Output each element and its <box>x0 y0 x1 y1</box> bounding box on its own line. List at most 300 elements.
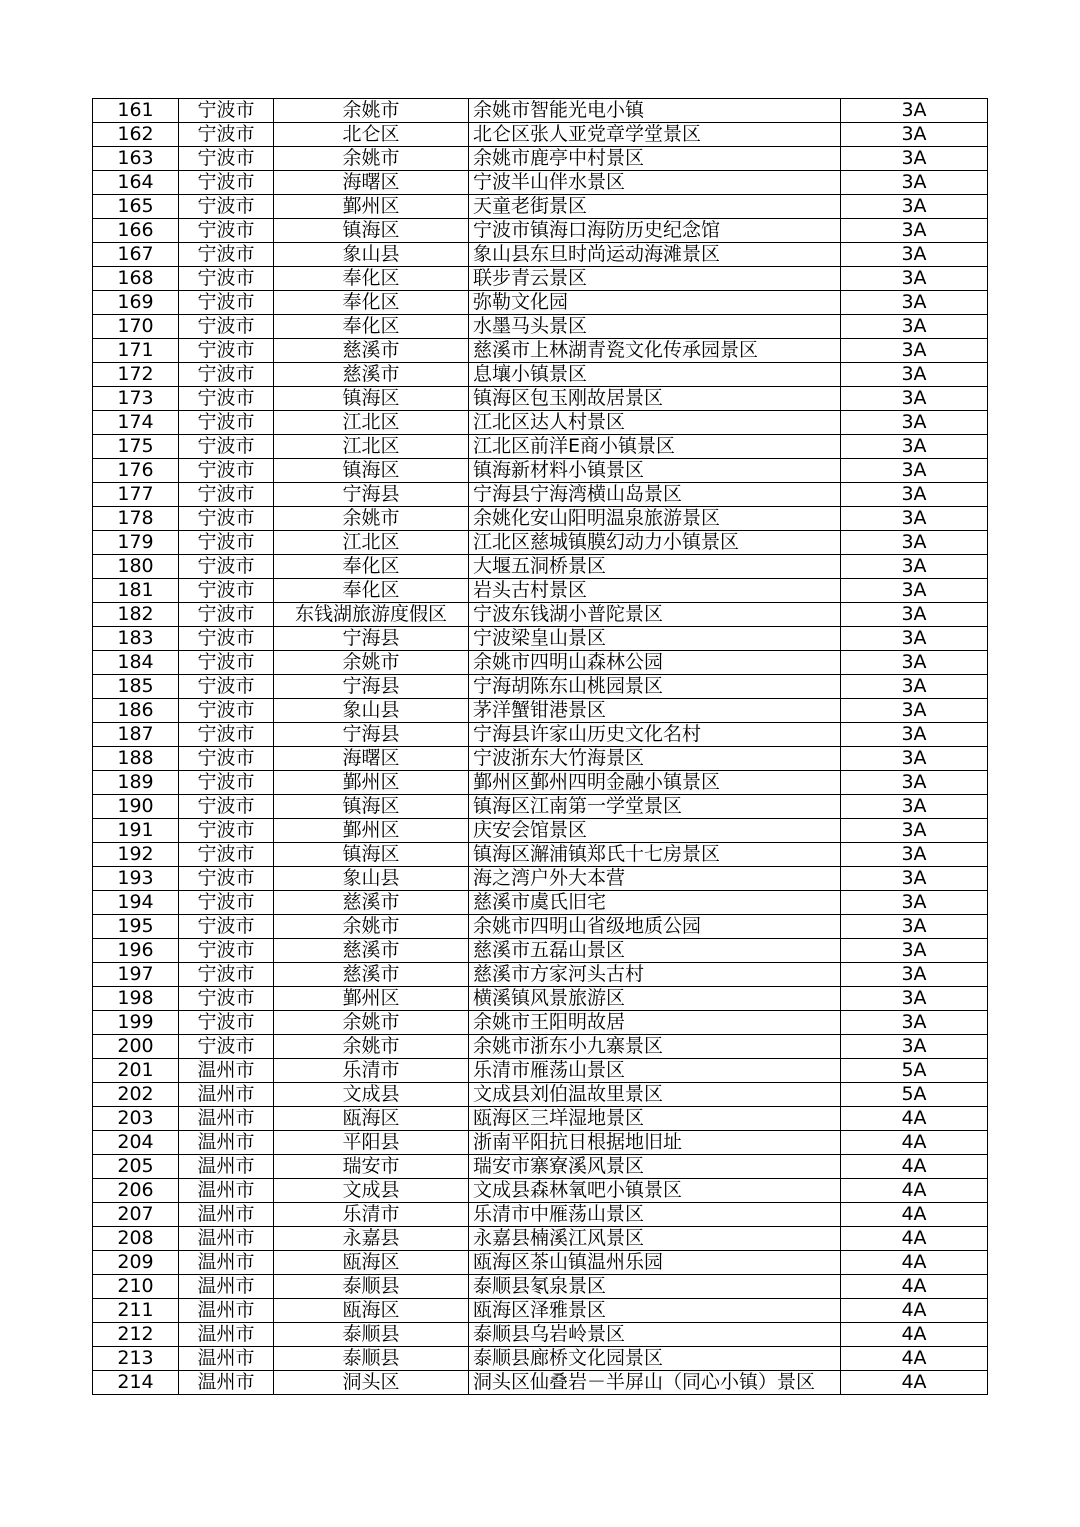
table-row <box>93 771 988 795</box>
table-row <box>93 1227 988 1251</box>
cell-county: 余姚市 <box>274 99 469 123</box>
cell-city: 宁波市 <box>179 363 274 387</box>
cell-number: 172 <box>93 363 179 387</box>
table-row <box>93 459 988 483</box>
cell-county: 镇海区 <box>274 387 469 411</box>
table-row <box>93 531 988 555</box>
cell-county: 泰顺县 <box>274 1323 469 1347</box>
cell-number: 170 <box>93 315 179 339</box>
cell-level: 3A <box>841 195 988 219</box>
cell-city: 宁波市 <box>179 195 274 219</box>
cell-number: 179 <box>93 531 179 555</box>
cell-scenic-name: 泰顺县氡泉景区 <box>469 1275 841 1299</box>
cell-scenic-name: 宁海县宁海湾横山岛景区 <box>469 483 841 507</box>
table-row <box>93 1203 988 1227</box>
table-row <box>93 723 988 747</box>
cell-county: 瑞安市 <box>274 1155 469 1179</box>
cell-city: 温州市 <box>179 1131 274 1155</box>
cell-county: 乐清市 <box>274 1059 469 1083</box>
cell-county: 奉化区 <box>274 579 469 603</box>
cell-city: 宁波市 <box>179 555 274 579</box>
cell-county: 象山县 <box>274 867 469 891</box>
cell-city: 宁波市 <box>179 699 274 723</box>
cell-scenic-name: 瓯海区泽雅景区 <box>469 1299 841 1323</box>
table-row <box>93 1011 988 1035</box>
cell-number: 162 <box>93 123 179 147</box>
scenic-spot-list-sheet <box>92 98 987 1395</box>
cell-city: 宁波市 <box>179 843 274 867</box>
cell-city: 宁波市 <box>179 483 274 507</box>
cell-city: 宁波市 <box>179 891 274 915</box>
cell-county: 慈溪市 <box>274 939 469 963</box>
table-row <box>93 891 988 915</box>
table-row <box>93 843 988 867</box>
cell-county: 海曙区 <box>274 171 469 195</box>
cell-city: 宁波市 <box>179 171 274 195</box>
cell-county: 瓯海区 <box>274 1107 469 1131</box>
cell-level: 4A <box>841 1323 988 1347</box>
table-row <box>93 243 988 267</box>
table-row <box>93 483 988 507</box>
cell-county: 镇海区 <box>274 459 469 483</box>
cell-number: 168 <box>93 267 179 291</box>
cell-scenic-name: 海之湾户外大本营 <box>469 867 841 891</box>
cell-county: 洞头区 <box>274 1371 469 1395</box>
cell-city: 温州市 <box>179 1227 274 1251</box>
cell-county: 宁海县 <box>274 675 469 699</box>
cell-number: 177 <box>93 483 179 507</box>
cell-county: 慈溪市 <box>274 339 469 363</box>
cell-level: 3A <box>841 315 988 339</box>
cell-county: 北仑区 <box>274 123 469 147</box>
cell-number: 210 <box>93 1275 179 1299</box>
cell-city: 宁波市 <box>179 987 274 1011</box>
cell-number: 192 <box>93 843 179 867</box>
cell-number: 189 <box>93 771 179 795</box>
cell-number: 183 <box>93 627 179 651</box>
cell-city: 宁波市 <box>179 147 274 171</box>
cell-county: 乐清市 <box>274 1203 469 1227</box>
cell-level: 3A <box>841 531 988 555</box>
cell-number: 167 <box>93 243 179 267</box>
cell-scenic-name: 余姚市四明山森林公园 <box>469 651 841 675</box>
cell-scenic-name: 宁海胡陈东山桃园景区 <box>469 675 841 699</box>
cell-level: 3A <box>841 819 988 843</box>
cell-county: 宁海县 <box>274 723 469 747</box>
cell-level: 4A <box>841 1299 988 1323</box>
cell-level: 3A <box>841 123 988 147</box>
cell-scenic-name: 余姚市浙东小九寨景区 <box>469 1035 841 1059</box>
table-row <box>93 867 988 891</box>
cell-city: 宁波市 <box>179 459 274 483</box>
cell-scenic-name: 余姚市智能光电小镇 <box>469 99 841 123</box>
cell-city: 温州市 <box>179 1059 274 1083</box>
cell-city: 宁波市 <box>179 939 274 963</box>
table-row <box>93 339 988 363</box>
table-row <box>93 675 988 699</box>
cell-county: 镇海区 <box>274 843 469 867</box>
cell-scenic-name: 镇海区澥浦镇郑氏十七房景区 <box>469 843 841 867</box>
cell-scenic-name: 茅洋蟹钳港景区 <box>469 699 841 723</box>
table-row <box>93 219 988 243</box>
cell-county: 东钱湖旅游度假区 <box>274 603 469 627</box>
cell-scenic-name: 水墨马头景区 <box>469 315 841 339</box>
table-row <box>93 1179 988 1203</box>
cell-county: 鄞州区 <box>274 771 469 795</box>
cell-number: 211 <box>93 1299 179 1323</box>
cell-level: 5A <box>841 1083 988 1107</box>
cell-city: 宁波市 <box>179 747 274 771</box>
table-row <box>93 147 988 171</box>
cell-county: 平阳县 <box>274 1131 469 1155</box>
cell-number: 166 <box>93 219 179 243</box>
cell-county: 象山县 <box>274 243 469 267</box>
cell-number: 161 <box>93 99 179 123</box>
table-row <box>93 123 988 147</box>
cell-number: 163 <box>93 147 179 171</box>
cell-number: 165 <box>93 195 179 219</box>
table-row <box>93 1371 988 1395</box>
cell-scenic-name: 慈溪市虞氏旧宅 <box>469 891 841 915</box>
cell-level: 3A <box>841 363 988 387</box>
cell-level: 3A <box>841 627 988 651</box>
table-row <box>93 507 988 531</box>
cell-city: 宁波市 <box>179 291 274 315</box>
cell-number: 171 <box>93 339 179 363</box>
cell-level: 4A <box>841 1179 988 1203</box>
table-row <box>93 987 988 1011</box>
table-row <box>93 291 988 315</box>
cell-scenic-name: 大堰五洞桥景区 <box>469 555 841 579</box>
table-row <box>93 819 988 843</box>
table-row <box>93 1251 988 1275</box>
cell-city: 宁波市 <box>179 915 274 939</box>
cell-number: 182 <box>93 603 179 627</box>
cell-county: 奉化区 <box>274 315 469 339</box>
cell-city: 宁波市 <box>179 387 274 411</box>
cell-level: 3A <box>841 459 988 483</box>
cell-number: 193 <box>93 867 179 891</box>
cell-county: 鄞州区 <box>274 195 469 219</box>
cell-number: 201 <box>93 1059 179 1083</box>
cell-scenic-name: 江北区慈城镇膜幻动力小镇景区 <box>469 531 841 555</box>
cell-level: 3A <box>841 771 988 795</box>
cell-city: 宁波市 <box>179 1011 274 1035</box>
cell-city: 温州市 <box>179 1275 274 1299</box>
cell-city: 温州市 <box>179 1371 274 1395</box>
cell-level: 3A <box>841 339 988 363</box>
cell-scenic-name: 浙南平阳抗日根据地旧址 <box>469 1131 841 1155</box>
cell-county: 泰顺县 <box>274 1347 469 1371</box>
table-row <box>93 651 988 675</box>
cell-scenic-name: 余姚市王阳明故居 <box>469 1011 841 1035</box>
cell-level: 3A <box>841 987 988 1011</box>
cell-city: 宁波市 <box>179 507 274 531</box>
cell-scenic-name: 瓯海区三垟湿地景区 <box>469 1107 841 1131</box>
cell-county: 鄞州区 <box>274 819 469 843</box>
cell-city: 温州市 <box>179 1155 274 1179</box>
cell-city: 宁波市 <box>179 267 274 291</box>
cell-number: 213 <box>93 1347 179 1371</box>
cell-scenic-name: 庆安会馆景区 <box>469 819 841 843</box>
cell-city: 宁波市 <box>179 411 274 435</box>
table-row <box>93 1059 988 1083</box>
cell-city: 宁波市 <box>179 771 274 795</box>
cell-level: 3A <box>841 603 988 627</box>
cell-number: 206 <box>93 1179 179 1203</box>
cell-county: 泰顺县 <box>274 1275 469 1299</box>
cell-county: 余姚市 <box>274 1011 469 1035</box>
cell-scenic-name: 文成县森林氧吧小镇景区 <box>469 1179 841 1203</box>
cell-city: 宁波市 <box>179 531 274 555</box>
cell-level: 3A <box>841 867 988 891</box>
cell-county: 宁海县 <box>274 483 469 507</box>
cell-level: 3A <box>841 483 988 507</box>
cell-county: 余姚市 <box>274 507 469 531</box>
cell-city: 宁波市 <box>179 219 274 243</box>
table-row <box>93 555 988 579</box>
cell-level: 3A <box>841 939 988 963</box>
cell-county: 文成县 <box>274 1179 469 1203</box>
table-row <box>93 171 988 195</box>
cell-city: 宁波市 <box>179 867 274 891</box>
cell-scenic-name: 岩头古村景区 <box>469 579 841 603</box>
table-row <box>93 99 988 123</box>
cell-county: 奉化区 <box>274 291 469 315</box>
cell-scenic-name: 鄞州区鄞州四明金融小镇景区 <box>469 771 841 795</box>
cell-number: 199 <box>93 1011 179 1035</box>
cell-level: 3A <box>841 699 988 723</box>
cell-number: 190 <box>93 795 179 819</box>
cell-county: 海曙区 <box>274 747 469 771</box>
table-row <box>93 1323 988 1347</box>
cell-level: 3A <box>841 723 988 747</box>
table-body <box>93 99 988 1395</box>
cell-number: 208 <box>93 1227 179 1251</box>
cell-county: 奉化区 <box>274 267 469 291</box>
cell-number: 180 <box>93 555 179 579</box>
cell-scenic-name: 瓯海区茶山镇温州乐园 <box>469 1251 841 1275</box>
cell-scenic-name: 乐清市中雁荡山景区 <box>469 1203 841 1227</box>
cell-level: 3A <box>841 267 988 291</box>
table-row <box>93 267 988 291</box>
cell-level: 4A <box>841 1275 988 1299</box>
cell-scenic-name: 北仑区张人亚党章学堂景区 <box>469 123 841 147</box>
table-row <box>93 1131 988 1155</box>
table-row <box>93 747 988 771</box>
cell-scenic-name: 宁波东钱湖小普陀景区 <box>469 603 841 627</box>
cell-level: 3A <box>841 963 988 987</box>
cell-scenic-name: 宁海县许家山历史文化名村 <box>469 723 841 747</box>
cell-county: 江北区 <box>274 411 469 435</box>
cell-level: 3A <box>841 555 988 579</box>
cell-level: 4A <box>841 1155 988 1179</box>
cell-level: 4A <box>841 1227 988 1251</box>
cell-level: 3A <box>841 171 988 195</box>
cell-number: 173 <box>93 387 179 411</box>
cell-scenic-name: 慈溪市方家河头古村 <box>469 963 841 987</box>
cell-scenic-name: 永嘉县楠溪江风景区 <box>469 1227 841 1251</box>
cell-city: 温州市 <box>179 1083 274 1107</box>
cell-scenic-name: 天童老街景区 <box>469 195 841 219</box>
cell-scenic-name: 文成县刘伯温故里景区 <box>469 1083 841 1107</box>
cell-scenic-name: 瑞安市寨寮溪风景区 <box>469 1155 841 1179</box>
cell-city: 温州市 <box>179 1323 274 1347</box>
table-row <box>93 1035 988 1059</box>
table-row <box>93 1299 988 1323</box>
cell-level: 3A <box>841 747 988 771</box>
cell-scenic-name: 息壤小镇景区 <box>469 363 841 387</box>
cell-county: 慈溪市 <box>274 891 469 915</box>
cell-number: 191 <box>93 819 179 843</box>
cell-county: 镇海区 <box>274 219 469 243</box>
cell-county: 瓯海区 <box>274 1299 469 1323</box>
cell-scenic-name: 宁波市镇海口海防历史纪念馆 <box>469 219 841 243</box>
table-row <box>93 363 988 387</box>
cell-number: 164 <box>93 171 179 195</box>
table-row <box>93 315 988 339</box>
cell-city: 宁波市 <box>179 435 274 459</box>
cell-city: 温州市 <box>179 1107 274 1131</box>
cell-county: 慈溪市 <box>274 363 469 387</box>
cell-number: 169 <box>93 291 179 315</box>
cell-level: 3A <box>841 435 988 459</box>
cell-scenic-name: 联步青云景区 <box>469 267 841 291</box>
cell-number: 212 <box>93 1323 179 1347</box>
cell-scenic-name: 镇海区江南第一学堂景区 <box>469 795 841 819</box>
cell-scenic-name: 慈溪市五磊山景区 <box>469 939 841 963</box>
cell-level: 3A <box>841 99 988 123</box>
cell-county: 江北区 <box>274 531 469 555</box>
cell-city: 宁波市 <box>179 123 274 147</box>
table-row <box>93 915 988 939</box>
cell-county: 奉化区 <box>274 555 469 579</box>
cell-number: 198 <box>93 987 179 1011</box>
cell-level: 3A <box>841 579 988 603</box>
cell-level: 3A <box>841 843 988 867</box>
cell-city: 宁波市 <box>179 795 274 819</box>
table-row <box>93 1107 988 1131</box>
cell-scenic-name: 象山县东旦时尚运动海滩景区 <box>469 243 841 267</box>
table-row <box>93 195 988 219</box>
table-row <box>93 387 988 411</box>
cell-city: 宁波市 <box>179 315 274 339</box>
cell-county: 象山县 <box>274 699 469 723</box>
cell-number: 202 <box>93 1083 179 1107</box>
cell-scenic-name: 宁波浙东大竹海景区 <box>469 747 841 771</box>
cell-city: 宁波市 <box>179 1035 274 1059</box>
cell-number: 194 <box>93 891 179 915</box>
cell-city: 宁波市 <box>179 651 274 675</box>
cell-city: 宁波市 <box>179 675 274 699</box>
table-row <box>93 411 988 435</box>
table-row <box>93 1155 988 1179</box>
cell-county: 余姚市 <box>274 915 469 939</box>
cell-number: 176 <box>93 459 179 483</box>
cell-city: 宁波市 <box>179 99 274 123</box>
cell-city: 宁波市 <box>179 627 274 651</box>
table-row <box>93 939 988 963</box>
cell-level: 4A <box>841 1203 988 1227</box>
cell-level: 3A <box>841 219 988 243</box>
cell-city: 温州市 <box>179 1203 274 1227</box>
cell-level: 4A <box>841 1107 988 1131</box>
cell-city: 温州市 <box>179 1299 274 1323</box>
cell-level: 3A <box>841 291 988 315</box>
table-row <box>93 795 988 819</box>
cell-number: 185 <box>93 675 179 699</box>
cell-scenic-name: 横溪镇风景旅游区 <box>469 987 841 1011</box>
cell-level: 4A <box>841 1251 988 1275</box>
cell-level: 3A <box>841 675 988 699</box>
table-row <box>93 435 988 459</box>
cell-scenic-name: 镇海区包玉刚故居景区 <box>469 387 841 411</box>
cell-number: 186 <box>93 699 179 723</box>
cell-number: 196 <box>93 939 179 963</box>
cell-level: 3A <box>841 387 988 411</box>
cell-city: 宁波市 <box>179 603 274 627</box>
cell-number: 200 <box>93 1035 179 1059</box>
cell-scenic-name: 泰顺县廊桥文化园景区 <box>469 1347 841 1371</box>
cell-number: 195 <box>93 915 179 939</box>
table-row <box>93 603 988 627</box>
table-row <box>93 963 988 987</box>
cell-county: 余姚市 <box>274 651 469 675</box>
scenic-spot-table <box>92 98 988 1395</box>
cell-number: 188 <box>93 747 179 771</box>
table-row <box>93 1347 988 1371</box>
cell-county: 余姚市 <box>274 1035 469 1059</box>
cell-number: 181 <box>93 579 179 603</box>
cell-city: 温州市 <box>179 1347 274 1371</box>
table-row <box>93 627 988 651</box>
cell-level: 4A <box>841 1347 988 1371</box>
cell-scenic-name: 江北区达人村景区 <box>469 411 841 435</box>
cell-county: 慈溪市 <box>274 963 469 987</box>
cell-city: 宁波市 <box>179 819 274 843</box>
cell-city: 宁波市 <box>179 339 274 363</box>
cell-county: 文成县 <box>274 1083 469 1107</box>
cell-number: 175 <box>93 435 179 459</box>
cell-level: 3A <box>841 1035 988 1059</box>
cell-number: 187 <box>93 723 179 747</box>
cell-number: 209 <box>93 1251 179 1275</box>
cell-scenic-name: 泰顺县乌岩岭景区 <box>469 1323 841 1347</box>
cell-city: 宁波市 <box>179 723 274 747</box>
table-row <box>93 579 988 603</box>
cell-level: 3A <box>841 795 988 819</box>
cell-number: 197 <box>93 963 179 987</box>
cell-city: 温州市 <box>179 1179 274 1203</box>
cell-city: 宁波市 <box>179 579 274 603</box>
cell-number: 207 <box>93 1203 179 1227</box>
cell-level: 4A <box>841 1131 988 1155</box>
cell-scenic-name: 江北区前洋E商小镇景区 <box>469 435 841 459</box>
cell-scenic-name: 镇海新材料小镇景区 <box>469 459 841 483</box>
cell-county: 余姚市 <box>274 147 469 171</box>
cell-level: 3A <box>841 507 988 531</box>
cell-scenic-name: 洞头区仙叠岩－半屏山（同心小镇）景区 <box>469 1371 841 1395</box>
cell-county: 鄞州区 <box>274 987 469 1011</box>
cell-county: 江北区 <box>274 435 469 459</box>
cell-scenic-name: 乐清市雁荡山景区 <box>469 1059 841 1083</box>
cell-scenic-name: 宁波半山伴水景区 <box>469 171 841 195</box>
cell-level: 3A <box>841 891 988 915</box>
cell-county: 瓯海区 <box>274 1251 469 1275</box>
cell-county: 永嘉县 <box>274 1227 469 1251</box>
cell-level: 3A <box>841 651 988 675</box>
cell-scenic-name: 慈溪市上林湖青瓷文化传承园景区 <box>469 339 841 363</box>
